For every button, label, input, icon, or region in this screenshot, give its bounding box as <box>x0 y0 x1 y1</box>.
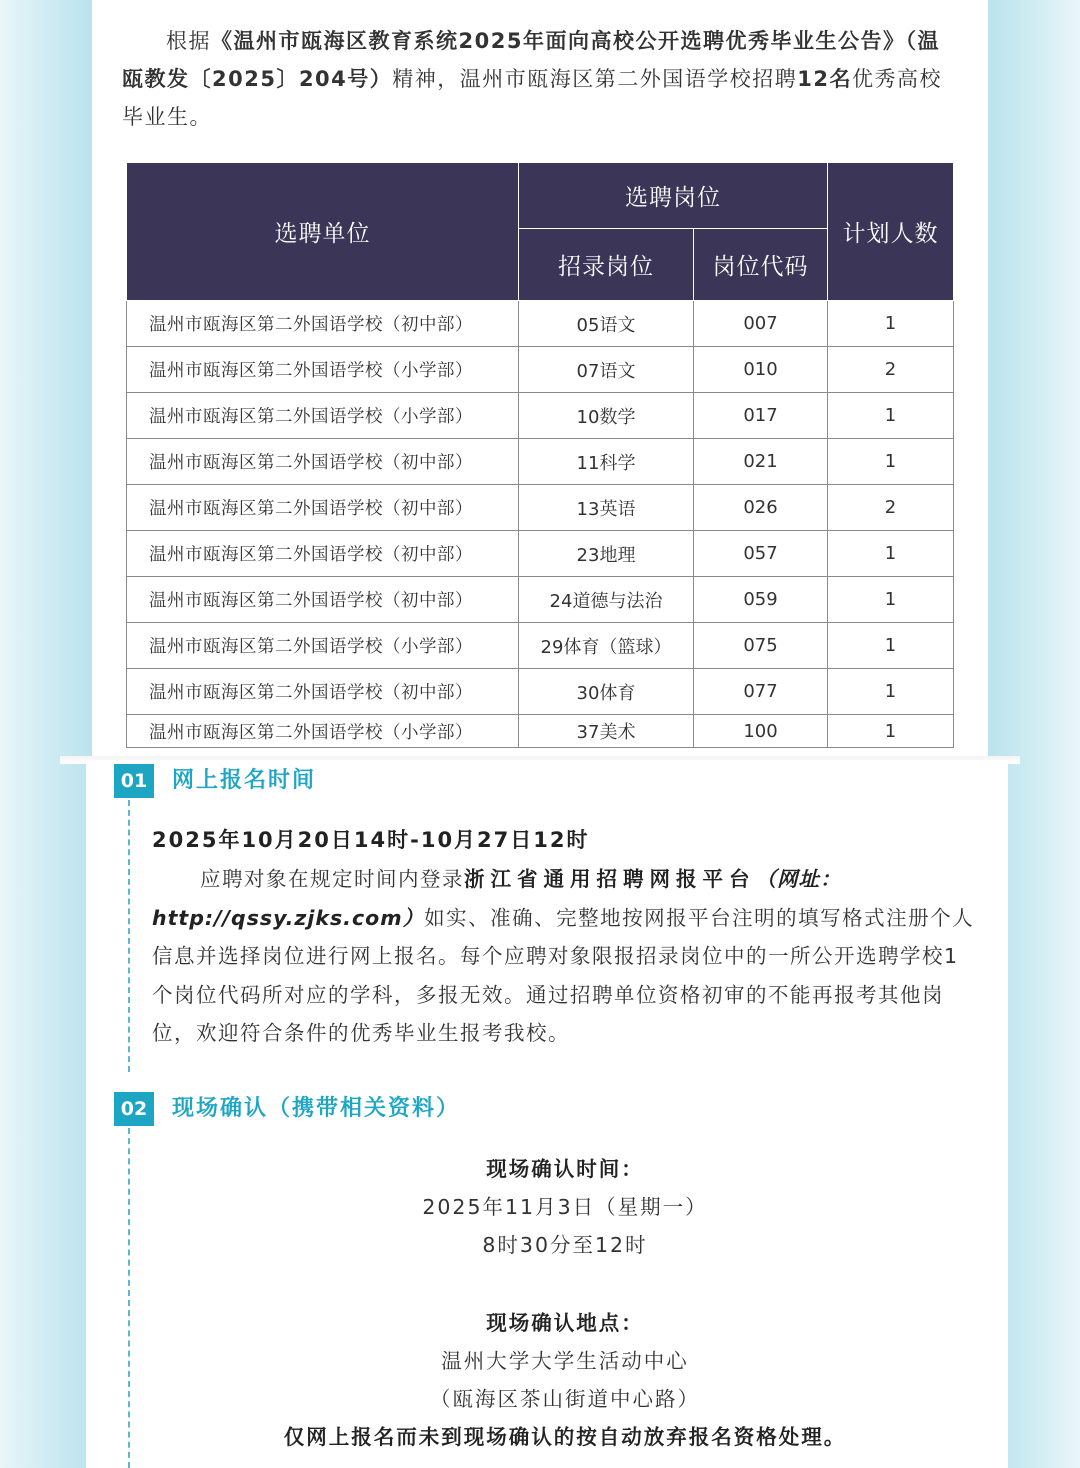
table-row <box>127 531 954 577</box>
cell-unit: 温州市瓯海区第二外国语学校（小学部） <box>127 623 519 669</box>
confirm-place-label: 现场确认地点： <box>486 1311 644 1335</box>
cell-post: 07语文 <box>519 347 694 393</box>
cell-unit: 温州市瓯海区第二外国语学校（小学部） <box>127 393 519 439</box>
cell-unit: 温州市瓯海区第二外国语学校（初中部） <box>127 439 519 485</box>
table-row <box>127 347 954 393</box>
section-02-title: 现场确认（携带相关资料） <box>172 1096 461 1121</box>
cell-post: 24道德与法治 <box>519 577 694 623</box>
cell-count: 1 <box>828 577 954 623</box>
recruit-count: 12名 <box>797 67 853 91</box>
cell-count: 1 <box>828 715 954 748</box>
cell-unit: 温州市瓯海区第二外国语学校（小学部） <box>127 715 519 748</box>
recruitment-table <box>126 162 954 748</box>
cell-count: 1 <box>828 623 954 669</box>
para-rest: 如实、准确、完整地按网报平台注明的填写格式注册个人信息并选择岗位进行网上报名。每个应聘对象限报招录岗位中的一所公开选聘学校1个岗位代码所对应的学科，多报无效。通过招聘单位资格初审的不能再报考其他岗位，欢迎符合条件的优秀毕业生报考我校。 <box>152 905 975 1045</box>
cell-unit: 温州市瓯海区第二外国语学校（初中部） <box>127 301 519 347</box>
intro-suffix: 优秀高校毕业生。 <box>122 67 943 129</box>
platform-name: 浙江省通用招聘网报平台 <box>464 867 756 891</box>
intro-middle: 精神，温州市瓯海区第二外国语学校招聘 <box>392 67 798 91</box>
table-row <box>127 623 954 669</box>
cell-code: 007 <box>694 301 828 347</box>
left-background-strip <box>0 0 96 1468</box>
cell-code: 075 <box>694 623 828 669</box>
cell-post: 05语文 <box>519 301 694 347</box>
para-lead: 应聘对象在规定时间内登录 <box>200 867 464 891</box>
confirm-note: 仅网上报名而未到现场确认的按自动放弃报名资格处理。 <box>283 1425 847 1449</box>
cell-code: 021 <box>694 439 828 485</box>
table-row <box>127 439 954 485</box>
cell-post: 11科学 <box>519 439 694 485</box>
cell-count: 2 <box>828 485 954 531</box>
confirm-place: 温州大学大学生活动中心 <box>441 1349 689 1373</box>
confirm-address: （瓯海区茶山街道中心路） <box>430 1387 700 1411</box>
platform-url: （网址：http://qssy.zjks.com） <box>152 867 842 930</box>
cell-code: 100 <box>694 715 828 748</box>
registration-paragraph <box>152 860 980 1053</box>
intro-prefix: 根据 <box>166 29 211 53</box>
header-count: 计划人数 <box>828 163 954 301</box>
intro-paragraph <box>122 22 962 136</box>
section-01-badge: 01 <box>114 764 154 798</box>
cell-code: 010 <box>694 347 828 393</box>
cell-code: 026 <box>694 485 828 531</box>
cell-unit: 温州市瓯海区第二外国语学校（初中部） <box>127 531 519 577</box>
header-post: 招录岗位 <box>519 229 694 301</box>
cell-count: 1 <box>828 393 954 439</box>
header-post-group: 选聘岗位 <box>519 163 828 229</box>
cell-unit: 温州市瓯海区第二外国语学校（初中部） <box>127 577 519 623</box>
cell-unit: 温州市瓯海区第二外国语学校（小学部） <box>127 347 519 393</box>
section-02-badge: 02 <box>114 1092 154 1126</box>
cell-post: 13英语 <box>519 485 694 531</box>
table-row <box>127 577 954 623</box>
cell-code: 017 <box>694 393 828 439</box>
cell-post: 23地理 <box>519 531 694 577</box>
cell-count: 1 <box>828 301 954 347</box>
cell-code: 077 <box>694 669 828 715</box>
header-code: 岗位代码 <box>694 229 828 301</box>
cell-post: 37美术 <box>519 715 694 748</box>
notice-title: 《温州市瓯海区教育系统2025年面向高校公开选聘优秀毕业生公告》（温瓯教发〔2025〕204号） <box>122 29 940 91</box>
registration-date: 2025年10月20日14时-10月27日12时 <box>152 828 590 852</box>
cell-post: 29体育（篮球） <box>519 623 694 669</box>
cell-unit: 温州市瓯海区第二外国语学校（初中部） <box>127 669 519 715</box>
cell-unit: 温州市瓯海区第二外国语学校（初中部） <box>127 485 519 531</box>
cell-post: 10数学 <box>519 393 694 439</box>
cell-count: 1 <box>828 531 954 577</box>
section-01-title: 网上报名时间 <box>172 768 317 793</box>
section-01-timeline-line <box>128 800 130 1072</box>
confirm-date: 2025年11月3日（星期一） <box>422 1195 708 1219</box>
table-row <box>127 715 954 748</box>
header-unit: 选聘单位 <box>127 163 519 301</box>
cell-post: 30体育 <box>519 669 694 715</box>
cell-count: 1 <box>828 669 954 715</box>
cell-code: 057 <box>694 531 828 577</box>
table-row <box>127 669 954 715</box>
cell-code: 059 <box>694 577 828 623</box>
cell-count: 2 <box>828 347 954 393</box>
table-row <box>127 485 954 531</box>
cell-count: 1 <box>828 439 954 485</box>
confirm-time-label: 现场确认时间： <box>486 1157 644 1181</box>
table-row <box>127 301 954 347</box>
table-row <box>127 393 954 439</box>
confirm-hours: 8时30分至12时 <box>482 1233 648 1257</box>
